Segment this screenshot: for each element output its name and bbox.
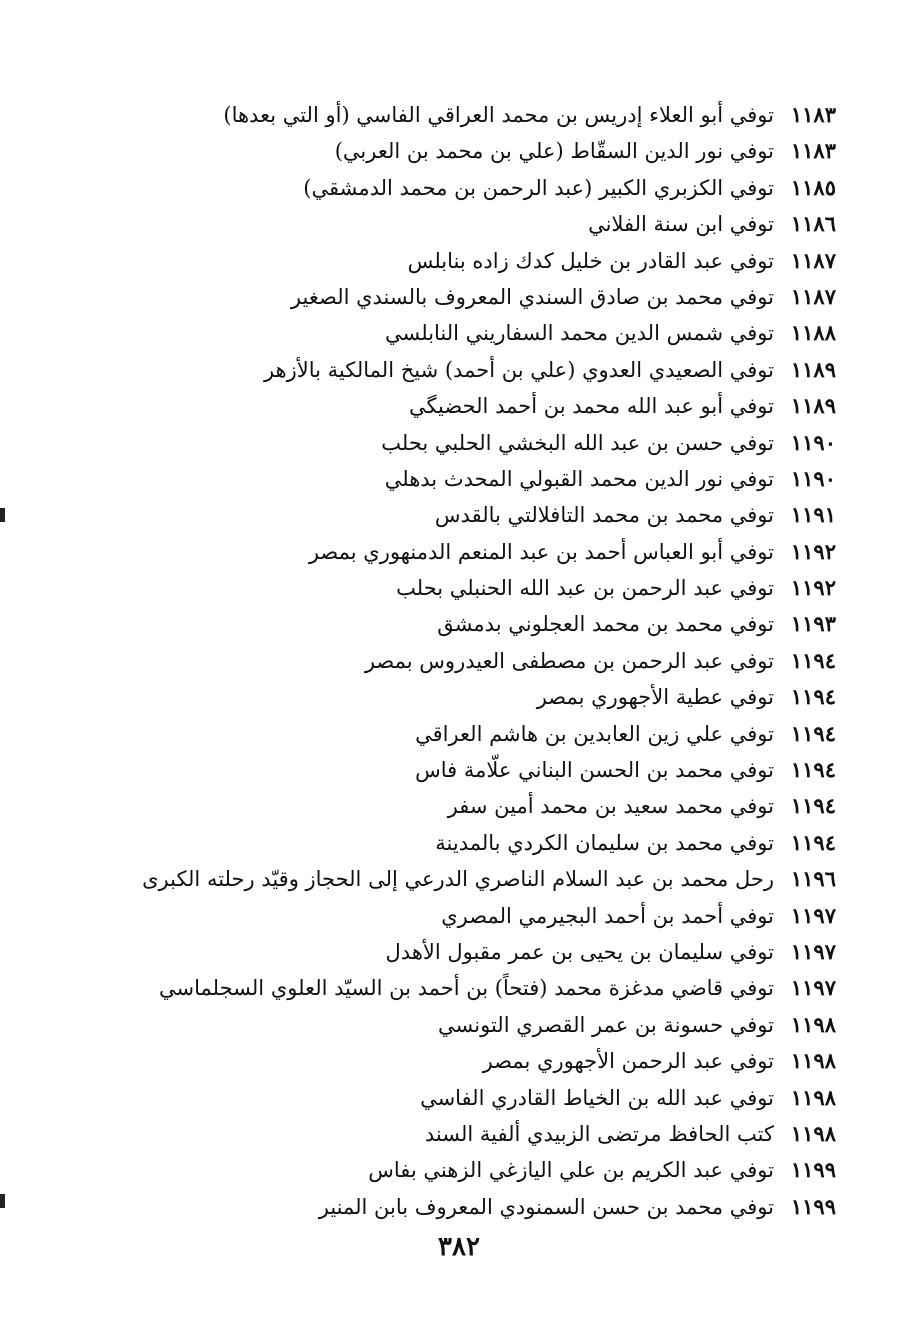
entry-text: توفي عطية الأجهوري بمصر (536, 685, 774, 710)
list-item (136, 279, 836, 315)
entry-year: ١١٩٢ (790, 575, 836, 601)
list-item (136, 1080, 836, 1116)
list-item (136, 315, 836, 351)
entry-text: توفي أبو العباس أحمد بن عبد المنعم الدمنهوري بمصر (308, 539, 774, 564)
entry-year: ١١٩٤ (790, 793, 836, 819)
entry-text: توفي أبو العلاء إدريس بن محمد العراقي الفاسي (أو التي بعدها) (223, 103, 774, 127)
entry-year: ١١٩٢ (790, 538, 836, 564)
list-item (136, 606, 836, 642)
entry-year: ١١٨٦ (790, 211, 836, 237)
entry-text: توفي محمد بن الحسن البناني علّامة فاس (415, 758, 774, 783)
entry-year: ١١٨٧ (790, 247, 836, 273)
list-item (136, 1043, 836, 1079)
list-item (136, 243, 836, 279)
entry-text: توفي حسن بن عبد الله البخشي الحلبي بحلب (381, 430, 774, 455)
entry-year: ١١٨٣ (790, 102, 836, 127)
entry-year: ١١٩٨ (790, 1011, 836, 1037)
list-item (136, 716, 836, 752)
list-item (136, 388, 836, 424)
entry-text: توفي علي زين العابدين بن هاشم العراقي (415, 721, 774, 746)
list-item (136, 461, 836, 497)
entry-year: ١١٩٤ (790, 684, 836, 710)
entry-year: ١١٩٨ (790, 1084, 836, 1110)
entry-text: توفي ابن سنة الفلاني (588, 212, 774, 237)
entry-text: توفي عبد الله بن الخياط القادري الفاسي (420, 1085, 774, 1110)
entry-year: ١١٨٨ (790, 320, 836, 346)
entry-year: ١١٩٧ (790, 938, 836, 964)
list-item (136, 425, 836, 461)
list-item (136, 934, 836, 970)
entry-text: توفي محمد بن حسن السمنودي المعروف بابن المنير (318, 1194, 774, 1219)
list-item (136, 643, 836, 679)
entry-year: ١١٩٦ (790, 866, 836, 892)
entry-year: ١١٩٤ (790, 757, 836, 783)
list-item (136, 752, 836, 788)
list-item (136, 1152, 836, 1188)
list-item (136, 570, 836, 606)
list-item (136, 970, 836, 1006)
list-item (136, 1116, 836, 1152)
entry-year: ١١٨٩ (790, 356, 836, 382)
entry-text: توفي نور الدين السقّاط (علي بن محمد بن العربي) (334, 139, 774, 164)
entry-text: رحل محمد بن عبد السلام الناصري الدرعي إلى الحجاز وقيّد رحلته الكبرى (142, 867, 774, 892)
entry-year: ١١٩٤ (790, 647, 836, 673)
entry-year: ١١٩٨ (790, 1120, 836, 1146)
entry-text: توفي أحمد بن أحمد البجيرمي المصري (441, 903, 774, 928)
entry-year: ١١٨٩ (790, 393, 836, 419)
entry-year: ١١٨٧ (790, 283, 836, 309)
entry-text: توفي قاضي مدغزة محمد (فتحاً) بن أحمد بن السيّد العلوي السجلماسي (159, 976, 774, 1001)
list-item (136, 861, 836, 897)
entry-text: توفي محمد بن سليمان الكردي بالمدينة (435, 830, 774, 855)
entry-year: ١١٩٩ (790, 1193, 836, 1219)
entry-year: ١١٩٤ (790, 829, 836, 855)
list-item (136, 97, 836, 133)
entry-year: ١١٩١ (790, 502, 836, 528)
entry-year: ١١٩٨ (790, 1048, 836, 1074)
entry-text: توفي حسونة بن عمر القصري التونسي (438, 1012, 774, 1037)
list-item (136, 170, 836, 206)
entry-text: توفي عبد الرحمن بن عبد الله الحنبلي بحلب (396, 576, 774, 601)
entry-text: توفي عبد الرحمن بن مصطفى العيدروس بمصر (364, 648, 774, 673)
scan-edge-mark (0, 1194, 5, 1208)
entry-text: توفي نور الدين محمد القبولي المحدث بدهلي (384, 466, 774, 491)
entry-text: كتب الحافظ مرتضى الزبيدي ألفية السند (424, 1121, 774, 1146)
entry-year: ١١٩٤ (790, 720, 836, 746)
entry-text: توفي عبد القادر بن خليل كدك زاده بنابلس (407, 248, 774, 273)
entry-year: ١١٩٣ (790, 611, 836, 637)
entry-text: توفي سليمان بن يحيى بن عمر مقبول الأهدل (385, 939, 774, 964)
entry-text: توفي عبد الرحمن الأجهوري بمصر (482, 1049, 774, 1074)
page-number: ٣٨٢ (438, 1232, 480, 1262)
list-item (136, 825, 836, 861)
list-item (136, 534, 836, 570)
entry-text: توفي شمس الدين محمد السفاريني النابلسي (385, 321, 774, 346)
entry-year: ١١٩٠ (790, 465, 836, 491)
entry-year: ١١٩٩ (790, 1157, 836, 1183)
entry-text: توفي محمد بن محمد العجلوني بدمشق (437, 612, 774, 637)
entry-text: توفي الكزبري الكبير (عبد الرحمن بن محمد الدمشقي) (303, 175, 774, 200)
entry-text: توفي أبو عبد الله محمد بن أحمد الحضيگي (408, 394, 774, 419)
chronology-list (136, 97, 836, 1225)
list-item (136, 1189, 836, 1225)
list-item (136, 788, 836, 824)
entry-text: توفي محمد بن محمد التافلالتي بالقدس (434, 503, 774, 528)
list-item (136, 679, 836, 715)
list-item (136, 1007, 836, 1043)
list-item (136, 497, 836, 533)
entry-year: ١١٩٧ (790, 902, 836, 928)
list-item (136, 133, 836, 169)
entry-year: ١١٩٧ (790, 975, 836, 1001)
entry-text: توفي محمد سعيد بن محمد أمين سفر (447, 794, 774, 819)
entry-year: ١١٨٥ (790, 174, 836, 200)
list-item (136, 898, 836, 934)
scan-edge-mark (0, 508, 5, 522)
list-item (136, 206, 836, 242)
entry-text: توفي الصعيدي العدوي (علي بن أحمد) شيخ المالكية بالأزهر (263, 357, 774, 382)
entry-text: توفي عبد الكريم بن علي اليازغي الزهني بفاس (368, 1158, 774, 1183)
entry-year: ١١٨٣ (790, 138, 836, 164)
entry-text: توفي محمد بن صادق السندي المعروف بالسندي الصغير (290, 284, 774, 309)
entry-year: ١١٩٠ (790, 429, 836, 455)
list-item (136, 352, 836, 388)
